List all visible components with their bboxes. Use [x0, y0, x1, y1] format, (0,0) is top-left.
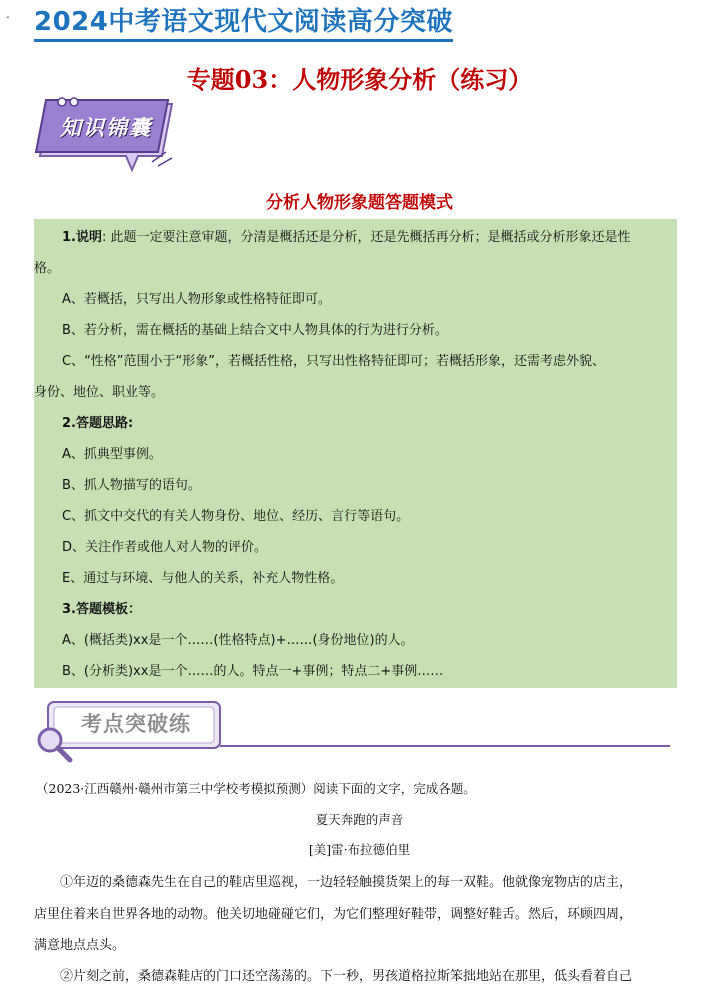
passage-paragraph-cont: 店里住着来自世界各地的动物。他关切地碰碰它们，为它们整理好鞋带，调整好鞋舌。然后，环顾四周，: [34, 907, 633, 922]
knowledge-badge-label: 知识锦囊: [60, 116, 152, 140]
method-c: C、“性格”范围小于“形象”，若概括性格，只写出性格特征即可；若概括形象，还需考虑外貌、: [62, 354, 606, 369]
method-p2-item: E、通过与环境、与他人的关系，补充人物性格。: [62, 571, 344, 586]
method-p2-label: 2.答题思路:: [62, 416, 134, 431]
passage-title: 夏天奔跑的声音: [315, 812, 404, 827]
method-a: A、若概括，只写出人物形象或性格特征即可。: [62, 292, 331, 307]
passage-paragraph: ①年迈的桑德森先生在自己的鞋店里巡视，一边轻轻触摸货架上的每一双鞋。他就像宠物店的店主，: [60, 875, 633, 890]
method-p2-item: A、抓典型事例。: [62, 447, 162, 462]
method-p1: [34, 228, 677, 248]
method-p1-text: : 此题一定要注意审题，分清是概括还是分析，还是先概括再分析；是概括或分析形象还是性: [101, 230, 631, 245]
method-b: B、若分析，需在概括的基础上结合文中人物具体的行为进行分析。: [62, 323, 448, 338]
knowledge-badge: [34, 96, 184, 176]
method-p2-item: D、关注作者或他人对人物的评价。: [62, 540, 268, 555]
method-p1-cont: 格。: [34, 261, 61, 276]
method-p3-item: A、(概括类)xx是一个……(性格特点)+……(身份地位)的人。: [62, 633, 414, 648]
practice-badge: [34, 694, 674, 764]
practice-badge-label: 考点突破练: [81, 712, 191, 736]
method-c-cont: 身份、地位、职业等。: [34, 385, 165, 400]
method-p3-item: B、(分析类)xx是一个……的人。特点一+事例；特点二+事例……: [62, 664, 444, 679]
method-p2-item: B、抓人物描写的语句。: [62, 478, 201, 493]
series-title: 2024中考语文现代文阅读高分突破: [34, 6, 453, 42]
method-p2-item: C、抓文中交代的有关人物身份、地位、经历、言行等语句。: [62, 509, 410, 524]
method-p3-label: 3.答题模板：: [62, 602, 141, 617]
margin-mark: -: [6, 12, 10, 23]
passage-author: [美]雷·布拉德伯里: [308, 842, 411, 857]
passage-paragraph: ②片刻之前，桑德森鞋店的门口还空荡荡的。下一秒，男孩道格拉斯笨拙地站在那里，低头看着自己: [60, 969, 633, 984]
topic-title: 专题03：人物形象分析（练习）: [186, 65, 533, 94]
section-title: 分析人物形象题答题模式: [266, 193, 453, 213]
passage-paragraph-cont: 满意地点点头。: [34, 938, 126, 953]
method-p1-label: 1.说明: [62, 230, 102, 245]
exercise-intro: （2023·江西赣州·赣州市第三中学校考模拟预测）阅读下面的文字，完成各题。: [36, 781, 476, 796]
